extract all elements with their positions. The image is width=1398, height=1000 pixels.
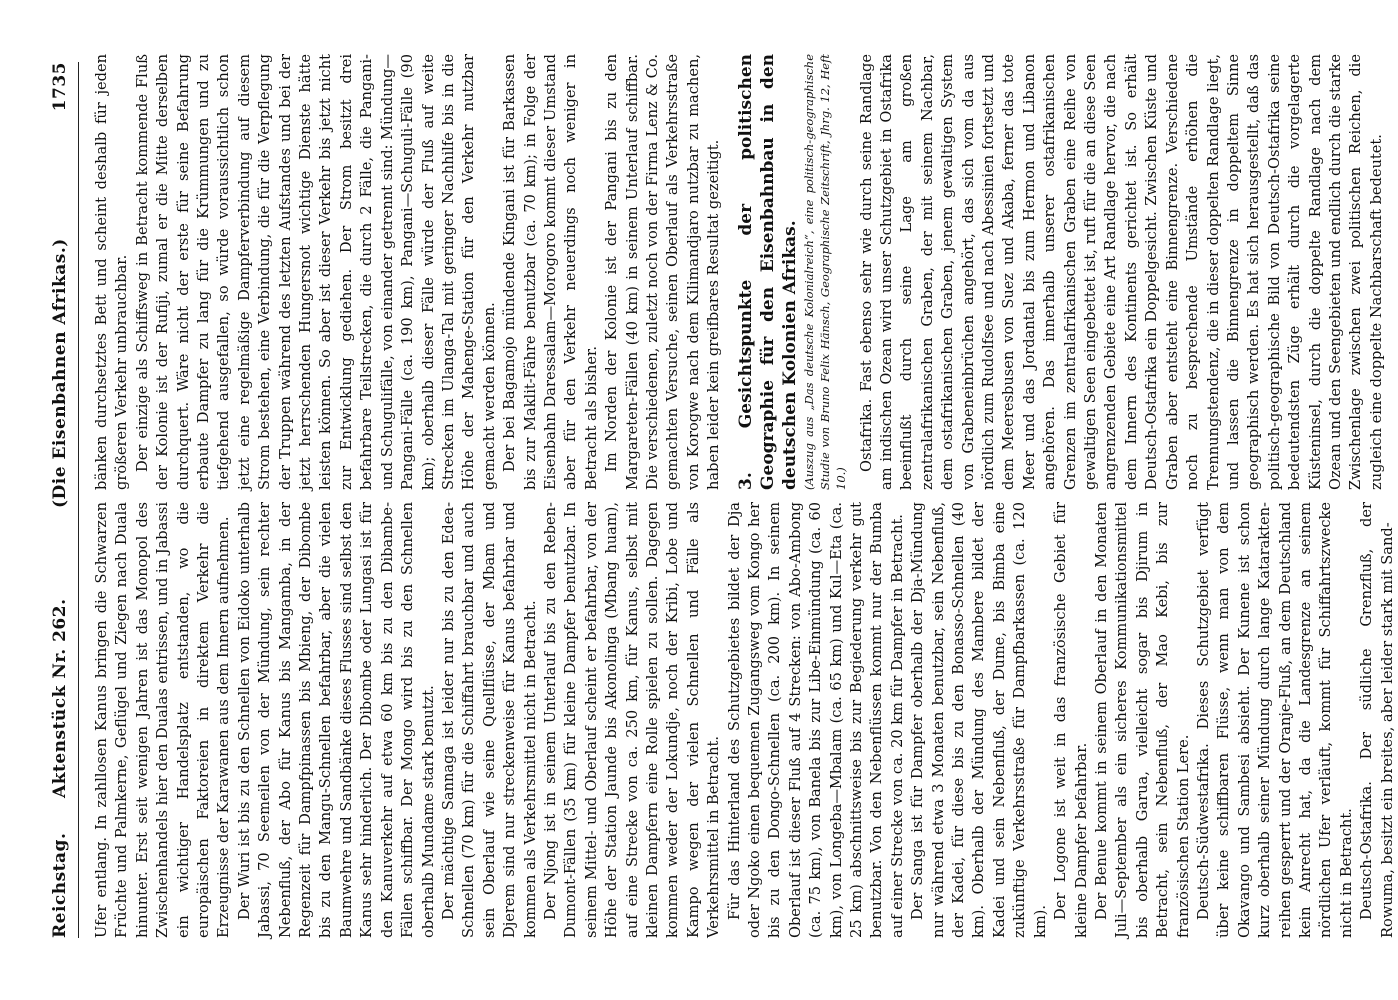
left-column (92, 502, 1396, 938)
section-source-note: (Auszug aus „Das deutsche Kolonialreich“, eine politisch-geographische Studie von Bruno Felix Hänsch, Geographische Zeitschrift, Jhrg. 12, Heft 10.) (801, 54, 848, 490)
section-heading: 3. Gesichtspunkte der politischen Geographie für den Eisenbahnbau in den deutschen Kolonien Afrikas. (735, 54, 800, 490)
paragraph: Deutsch-Südwestafrika. Dieses Schutzgebiet verfügt über keine schiffbaren Flüsse, wenn man von dem Okavango und Sambesi absieht. Der Kunene ist schon kurz oberhalb seiner Mündung durch lange Katarakten-reihen gesperrt und der Oranje-Fluß, an dem Deutschland kein Anrecht hat, da die Landesgrenze an seinem nördlichen Ufer verläuft, kommt für Schiffahrtszwecke nicht in Betracht. (1194, 502, 1355, 938)
paragraph: Der Wuri ist bis zu den Schnellen von Eidoko unterhalb Jabassi, 70 Seemeilen von der Mündung, sein rechter Nebenfluß, der Abo für Kanus bis Mangamba, in der Regenzeit für Dampfpinassen bis Mbieng, der Dibombe bis zu den Mangu-Schnellen befahrbar, aber die vielen Baumwehre und Sandbänke dieses Flusses sind selbst den Kanus sehr hinderlich. Der Dibombe oder Lungasi ist für den Kanuverkehr auf etwa 60 km bis zu den Dibambe-Fällen schiffbar. Der Mongo wird bis zu den Schnellen oberhalb Mundame stark benutzt. (235, 502, 437, 938)
paragraph: Für das Hinterland des Schutzgebietes bildet der Dja oder Ngoko einen bequemen Zugangsweg vom Kongo her bis zu den Dongo-Schnellen (ca. 200 km). In seinem Oberlauf ist dieser Fluß auf 4 Strecken: von Abo-Ambong (ca. 75 km), von Banela bis zur Libe-Einmündung (ca. 60 km), von Longeba—Mbalam (ca. 65 km) und Kul—Eta (ca. 25 km) abschnittsweise bis zur Begiederung verkehr gut benutzbar. Von den Nebenflüssen kommt nur der Bumba auf einer Strecke von ca. 20 km für Dampfer in Betracht. (725, 502, 906, 938)
paragraph: Der Sanga ist für Dampfer oberhalb der Dja-Mündung nur während etwa 3 Monaten benutzbar, sein Nebenfluß, der Kadei, für diese bis zu den Bonasso-Schnellen (40 km). Oberhalb der Mündung des Mambere bildet der Kadei und sein Nebenfluß, der Dume, bis Bimba eine zukünftige Verkehrsstraße für Dampfbarkassen (ca. 120 km). (909, 502, 1049, 938)
header-topic: (Die Eisenbahnen Afrikas.) (50, 238, 70, 508)
paragraph: Ostafrika. Fast ebenso sehr wie durch seine Randlage am indischen Ozean wird unser Schutzgebiet in Ostafrika beeinflußt durch seine Lage am großen zentralafrikanischen Graben, der mit seinem Nachbar, dem ostafrikanischen Graben, jenem gewaltigen System von Grabeneinbrüchen angehört, das sich vom da aus nördlich zum Rudolfsee und nach Abessinien fortsetzt und dem Meeresbusen von Suez und Akaba, ferner das tote Meer und das Jordantal bis zum Hermon und Libanon angehören. Das innerhalb unserer ostafrikanischen Grenzen im zentralafrikanischen Graben eine Reihe von gewaltigen Seen eingebettet ist, ruft für die an diese Seen angrenzenden Gebiete eine Art Randlage hervor, die nach dem Innern des Kontinents gerichtet ist. So erhält Deutsch-Ostafrika ein Doppelgesicht. Zwischen Küste und Graben aber entsteht eine Binnengrenze. Verschiedene noch zu besprechende Umstände erhöhen die Trennungstendenz, die in dieser doppelten Randlage liegt, und lassen die Binnengrenze in doppeltem Sinne geographisch werden. Es hat sich herausgestellt, daß das politisch-geographische Bild von Deutsch-Ostafrika seine bedeutendsten Züge erhält durch die vorgelagerte Küsteninsel, durch die doppelte Randlage nach dem Ozean und den Seengebieten und endlich durch die starke Zwischenlage zwischen zwei politischen Reichen, die zugleich eine doppelte Nachbarschaft bedeutet. (857, 54, 1385, 490)
paragraph: Der Logone ist weit in das französische Gebiet für kleine Dampfer befahrbar. (1052, 502, 1090, 938)
paragraph: Ufer entlang. In zahllosen Kanus bringen die Schwarzen Früchte und Palmkerne, Geflügel und Ziegen nach Duala hinunter. Erst seit wenigen Jahren ist das Monopol des Zwischenhandels hier den Dualas entrissen, und in Jabassi ein wichtiger Handelsplatz entstanden, wo die europäischen Faktoreien in direktem Verkehr die Erzeugnisse der Karawanen aus dem Innern aufnehmen. (93, 502, 233, 938)
running-head (44, 62, 79, 938)
paragraph: Der Benue kommt in seinem Oberlauf in den Monaten Juli—September als ein sicheres Kommunikationsmittel bis oberhalb Garua, vielleicht sogar bis Djirum in Betracht, sein Nebenfluß, der Mao Kebi, bis zur französischen Station Lere. (1092, 502, 1192, 938)
paragraph: bänken durchsetztes Bett und scheint deshalb für jeden größeren Verkehr unbrauchbar. (93, 54, 131, 490)
page-number: 1735 (50, 62, 70, 112)
paragraph: Im Norden der Kolonie ist der Pangani bis zu den Margareten-Fällen (40 km) in seinem Unterlauf schiffbar. Die verschiedenen, zuletzt noch von der Firma Lenz & Co. gemachten Versuche, seinen Oberlauf als Verkehrsstraße von Korogwe nach dem Kilimandjaro nutzbar zu machen, haben leider kein greifbares Resultat gezeitigt. (603, 54, 723, 490)
paragraph: Deutsch-Ostafrika. Der südliche Grenzfluß, der Rowuma, besitzt ein breites, aber leider stark mit Sand- (1358, 502, 1396, 938)
header-document-number: Aktenstück Nr. 262. (50, 598, 70, 798)
paragraph: Der bei Bagamojo mündende Kingani ist für Barkassen bis zur Maklit-Fähre benutzbar (ca. 70 km); in Folge der Eisenbahn Daressalam—Morogoro kommt dieser Umstand aber für den Verkehr neuerdings noch weniger in Betracht als bisher. (501, 54, 600, 490)
header-left: Reichstag. (50, 832, 70, 938)
paragraph: Der Njong ist in seinem Unterlauf bis zu den Reben-Dumont-Fällen (35 km) für kleine Dampfer benutzbar. In seinem Mittel- und Oberlauf scheint er befahrbar, von der Höhe der Station Jaunde bis Akonolinga (Mbang huam), auf eine Strecke von ca. 250 km, für Kanus, selbst mit kleinen Dampfern eine Rolle spielen zu sollen. Dagegen kommen weder der Lokundje, noch der Kribi, Lobe und Kampo wegen der vielen Schnellen und Fälle als Verkehrsmittel in Betracht. (541, 502, 723, 938)
right-column (92, 54, 1385, 490)
paragraph: Der einzige als Schiffsweg in Betracht kommende Fluß der Kolonie ist der Rufiji, zumal er die Mitte derselben durchquert. Wäre nicht der erste für seine Befahrung erbaute Dampfer zu lang für die Krümmungen und zu tiefgehend ausgefallen, so würde voraussichtlich schon jetzt eine regelmäßige Dampferverbindung auf diesem Strom bestehen, eine Verbindung, die für die Verpflegung der Truppen während des letzten Aufstandes und bei der jetzt herrschenden Hungersnot wichtige Dienste hätte leisten können. So aber ist dieser Verkehr bis jetzt nicht zur Entwicklung gediehen. Der Strom besitzt drei befahrbare Teilstrecken, die durch 2 Fälle, die Pangani- und Schugulifälle, von einander getrennt sind: Mündung—Pangani-Fälle (ca. 190 km), Pangani—Schuguli-Fälle (90 km); oberhalb dieser Fälle würde der Fluß auf weite Strecken im Ulanga-Tal mit geringer Nachhilfe bis in die Höhe der Mahenge-Station für den Verkehr nutzbar gemacht werden können. (133, 54, 498, 490)
paragraph: Der mächtige Sannaga ist leider nur bis zu den Edea-Schnellen (70 km) für die Schiffahrt brauchbar und auch sein Oberlauf wie seine Quellflüsse, der Mbam und Djerem sind nur streckenweise für Kanus befahrbar und kommen als Verkehrsmittel nicht in Betracht. (439, 502, 539, 938)
